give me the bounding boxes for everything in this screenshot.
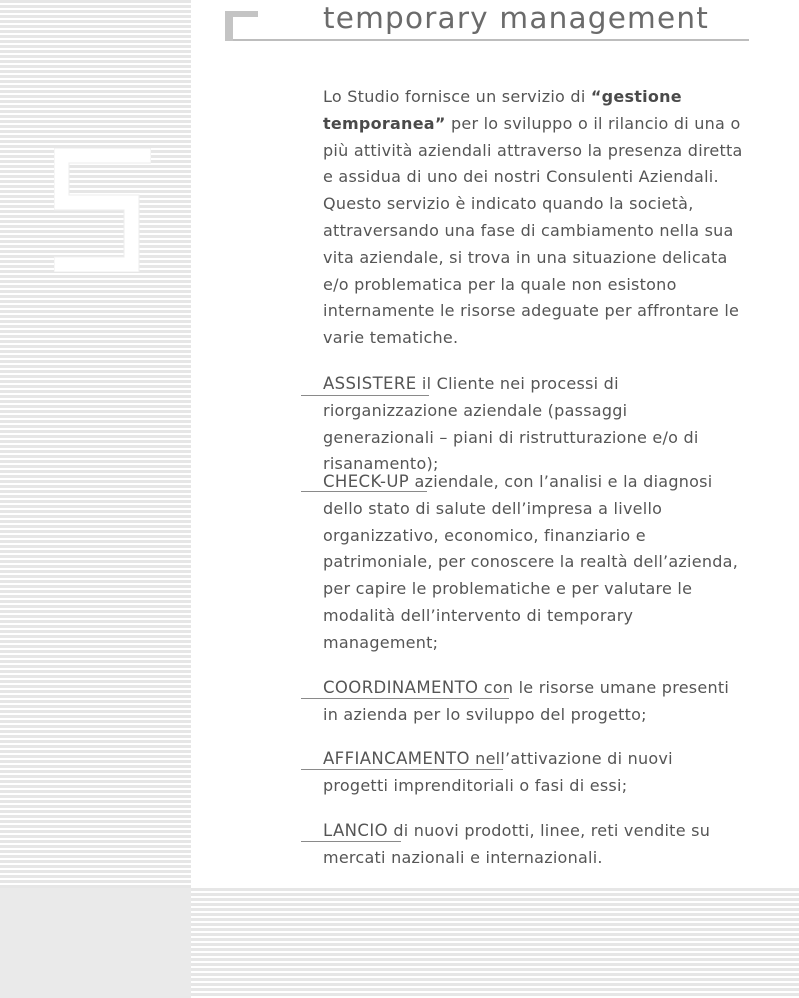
service-keyword: ASSISTERE xyxy=(323,374,417,393)
service-description: di nuovi prodotti, linee, reti vendite su mercati nazionali e internazionali. xyxy=(323,821,711,867)
footer-solid-block xyxy=(0,888,191,998)
service-item-coordinamento xyxy=(323,675,743,729)
keyword-underline xyxy=(301,698,509,699)
service-keyword: LANCIO xyxy=(323,821,388,840)
intro-highlight: “gestione temporanea” xyxy=(323,87,682,133)
keyword-underline xyxy=(301,491,427,492)
intro-text-start: Lo Studio fornisce un servizio di xyxy=(323,87,591,106)
service-description: nell’attivazione di nuovi progetti imprenditoriali o fasi di essi; xyxy=(323,749,673,795)
title-rule xyxy=(233,39,749,41)
service-description: aziendale, con l’analisi e la diagnosi dello stato di salute dell’impresa a livello organizzativo, economico, finanziario e patrimoniale, per conoscere la realtà dell’azienda, per capire le problematiche e per valutare le modalità dell’intervento di temporary management; xyxy=(323,472,739,652)
footer-stripes xyxy=(191,888,799,998)
service-keyword: COORDINAMENTO xyxy=(323,678,479,697)
service-item-assistere xyxy=(323,371,743,478)
keyword-underline xyxy=(301,841,401,842)
intro-paragraph xyxy=(323,84,743,352)
keyword-underline xyxy=(301,395,429,396)
service-item-lancio xyxy=(323,818,743,872)
keyword-underline xyxy=(301,769,503,770)
service-keyword: CHECK-UP xyxy=(323,472,410,491)
service-description: con le risorse umane presenti in azienda per lo sviluppo del progetto; xyxy=(323,678,730,724)
service-description: il Cliente nei processi di riorganizzazione aziendale (passaggi generazionali – piani di ristrutturazione e/o di risanamento); xyxy=(323,374,699,474)
service-item-checkup xyxy=(323,469,743,657)
intro-text-rest: per lo sviluppo o il rilancio di una o più attività aziendali attraverso la presenza diretta e assidua di uno dei nostri Consulenti Aziendali. Questo servizio è indicato quando la società, attraversando una fase di cambiamento nella sua vita aziendale, si trova in una situazione delicata e/o problematica per la quale non esistono internamente le risorse adeguate per affrontare le varie tematiche. xyxy=(323,113,743,348)
page-title: temporary management xyxy=(323,1,710,35)
logo-icon xyxy=(54,148,151,272)
service-keyword: AFFIANCAMENTO xyxy=(323,749,470,768)
corner-bracket-icon xyxy=(225,11,258,41)
service-item-affiancamento xyxy=(323,746,743,800)
